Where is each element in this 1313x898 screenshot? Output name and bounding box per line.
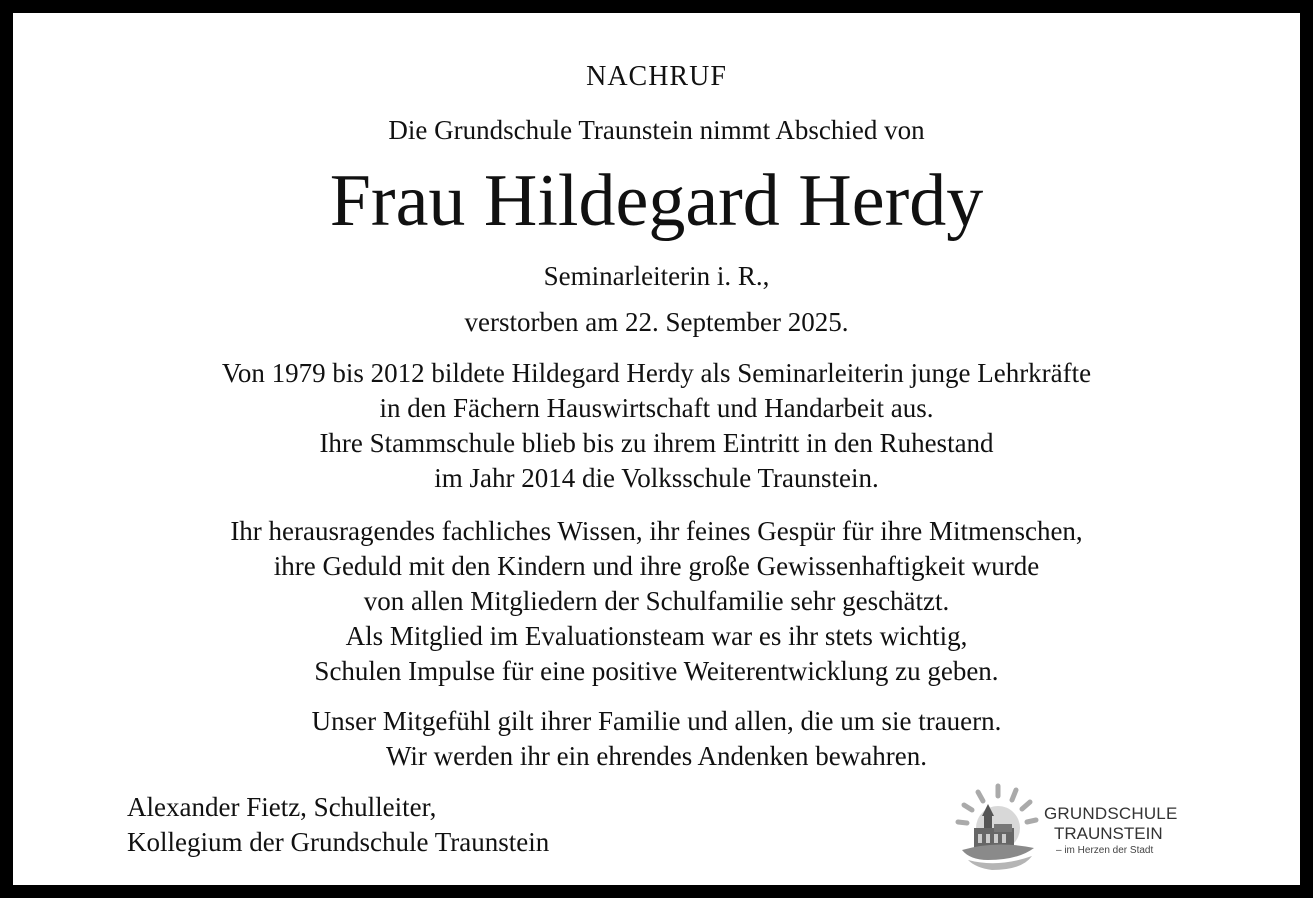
logo-line-2: TRAUNSTEIN: [1054, 824, 1163, 843]
paragraph-line: Schulen Impulse für eine positive Weiterentwicklung zu geben.: [314, 656, 999, 686]
paragraph-line: in den Fächern Hauswirtschaft und Handarbeit aus.: [379, 393, 934, 423]
paragraph-line: Als Mitglied im Evaluationsteam war es ihr stets wichtig,: [345, 621, 968, 651]
logo-line-1: GRUNDSCHULE: [1044, 804, 1178, 823]
logo-text: [1044, 804, 1178, 858]
death-date-line: verstorben am 22. September 2025.: [464, 307, 849, 337]
paragraph-line: im Jahr 2014 die Volksschule Traunstein.: [434, 463, 879, 493]
paragraph-line: von allen Mitgliedern der Schulfamilie sehr geschätzt.: [363, 586, 950, 616]
paragraph-appreciation: [13, 514, 1300, 689]
paragraph-line: Von 1979 bis 2012 bildete Hildegard Herdy als Seminarleiterin junge Lehrkräfte: [221, 358, 1092, 388]
logo-tagline: – im Herzen der Stadt: [1056, 845, 1154, 856]
signature-line: Kollegium der Grundschule Traunstein: [127, 827, 550, 857]
school-logo: [948, 780, 1188, 872]
paragraph-line: Ihre Stammschule blieb bis zu ihrem Eintritt in den Ruhestand: [319, 428, 994, 458]
paragraph-condolence: [13, 704, 1300, 774]
paragraph-career: [13, 356, 1300, 496]
paragraph-line: Wir werden ihr ein ehrendes Andenken bewahren.: [386, 741, 927, 771]
deceased-role: Seminarleiterin i. R.,: [543, 261, 770, 291]
signature-line: Alexander Fietz, Schulleiter,: [127, 792, 437, 822]
school-church-sun-logo-icon: [948, 780, 1044, 872]
paragraph-line: Unser Mitgefühl gilt ihrer Familie und allen, die um sie trauern.: [311, 706, 1002, 736]
notice-heading: NACHRUF: [586, 61, 727, 92]
intro-line: Die Grundschule Traunstein nimmt Abschied von: [388, 115, 925, 145]
deceased-name: Frau Hildegard Herdy: [329, 160, 984, 242]
signature-block: [127, 790, 549, 860]
paragraph-line: Ihr herausragendes fachliches Wissen, ihr feines Gespür für ihre Mitmenschen,: [230, 516, 1083, 546]
paragraph-line: ihre Geduld mit den Kindern und ihre große Gewissenhaftigkeit wurde: [273, 551, 1040, 581]
